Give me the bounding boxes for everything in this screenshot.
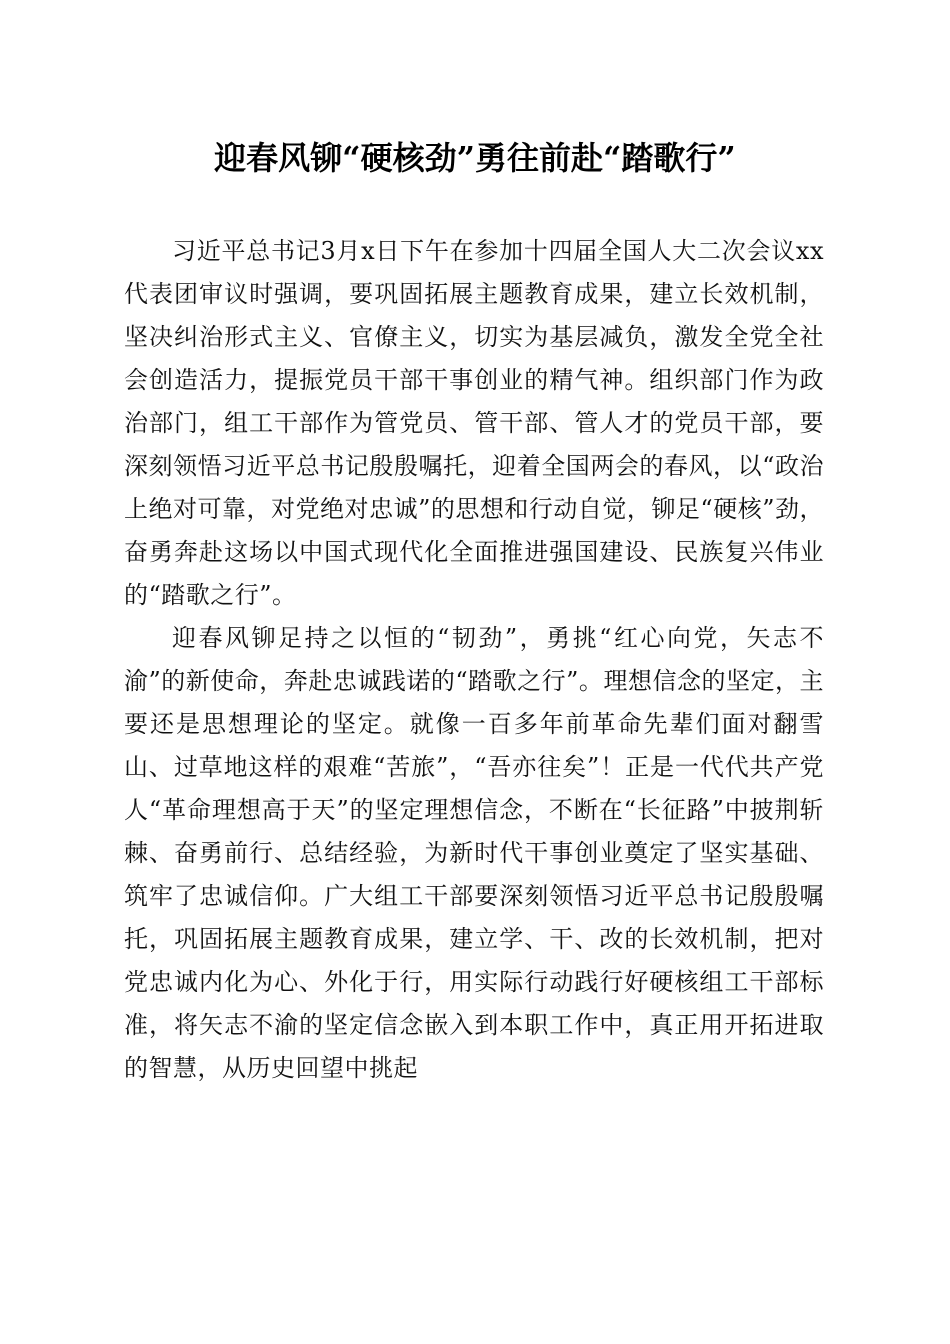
body-paragraph: 习近平总书记3月x日下午在参加十四届全国人大二次会议xx代表团审议时强调，要巩固拓展主题教育成果，建立长效机制，坚决纠治形式主义、官僚主义，切实为基层减负，激发全党全社会创造活力，提振党员干部干事创业的精气神。组织部门作为政治部门，组工干部作为管党员、管干部、管人才的党员干部，要深刻领悟习近平总书记殷殷嘱托，迎着全国两会的春风，以“政治上绝对可靠，对党绝对忠诚”的思想和行动自觉，铆足“硬核”劲，奋勇奔赴这场以中国式现代化全面推进强国建设、民族复兴伟业的“踏歌之行”。 — [124, 237, 824, 609]
body-paragraph: 迎春风铆足持之以恒的“韧劲”，勇挑“红心向党，矢志不渝”的新使命，奔赴忠诚践诺的“踏歌之行”。理想信念的坚定，主要还是思想理论的坚定。就像一百多年前革命先辈们面对翻雪山、过草地这样的艰难“苦旅”，“吾亦往矣”！正是一代代共产党人“革命理想高于天”的坚定理想信念，不断在“长征路”中披荆斩棘、奋勇前行、总结经验，为新时代干事创业奠定了坚实基础、筑牢了忠诚信仰。广大组工干部要深刻领悟习近平总书记殷殷嘱托，巩固拓展主题教育成果，建立学、干、改的长效机制，把对党忠诚内化为心、外化于行，用实际行动践行好硬核组工干部标准，将矢志不渝的坚定信念嵌入到本职工作中，真正用开拓进取的智慧，从历史回望中挑起 — [124, 624, 824, 1082]
document-body — [124, 230, 824, 1090]
document-title: 迎春风铆“硬核劲”勇往前赴“踏歌行” — [214, 139, 736, 177]
